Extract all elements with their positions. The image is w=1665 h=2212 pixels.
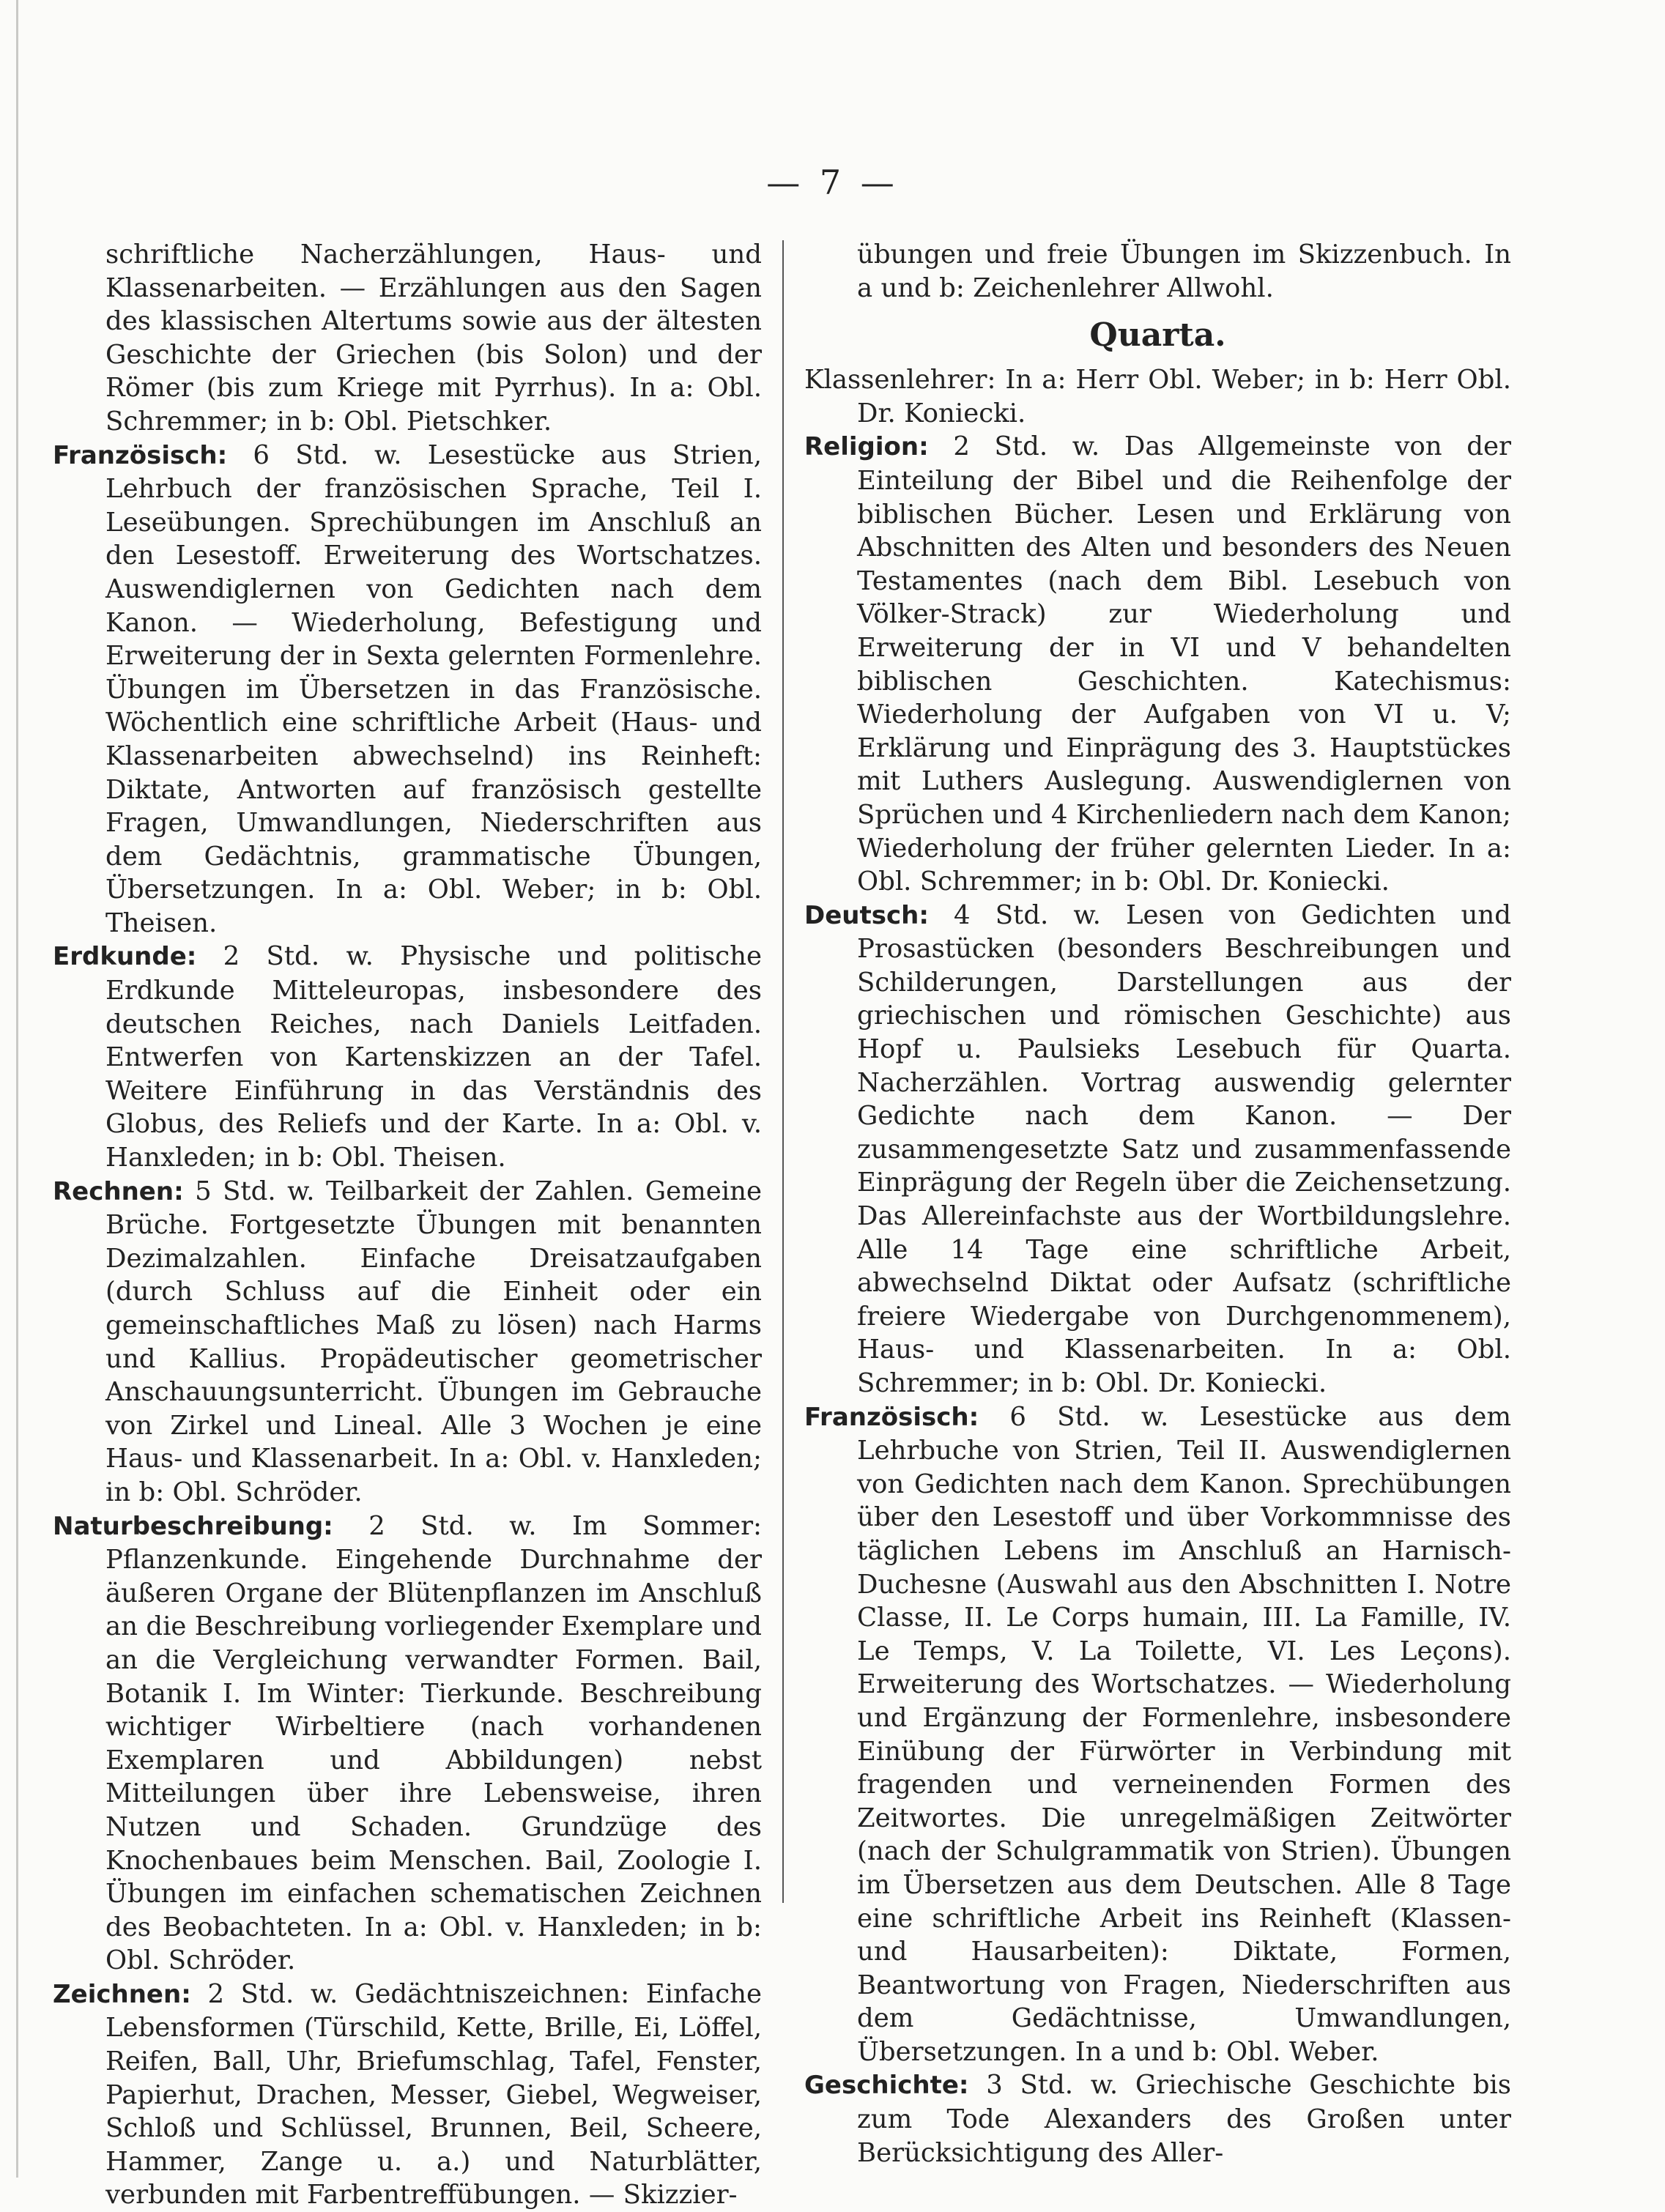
subject-label: Naturbeschreibung:	[53, 1511, 333, 1541]
continuation-paragraph: schriftliche Nacherzählungen, Haus- und Klassenarbeiten. — Erzählungen aus den Sagen des klassischen Altertums sowie aus der ältesten Geschichte der Griechen (bis Solon) und der Römer (bis zum Kriege mit Pyrrhus). In a: Obl. Schremmer; in b: Obl. Pietschker.	[105, 240, 762, 437]
left-column	[53, 238, 762, 2212]
section-naturbeschreibung	[53, 1510, 762, 1978]
section-zeichnen	[53, 1978, 762, 2212]
subject-label: Deutsch:	[804, 900, 929, 930]
subject-text: 3 Std. w. Griechische Geschichte bis zum Tode Alexanders des Großen unter Berücksichtigung des Aller-	[857, 2070, 1511, 2168]
subject-label: Religion:	[804, 432, 929, 462]
klassenlehrer-line: Klassenlehrer: In a: Herr Obl. Weber; in b: Herr Obl. Dr. Koniecki.	[804, 365, 1511, 428]
column-divider	[782, 240, 784, 1903]
subject-label: Geschichte:	[804, 2071, 969, 2101]
right-column	[804, 238, 1511, 2170]
section-geschichte	[804, 2068, 1511, 2170]
subject-label: Zeichnen:	[53, 1979, 191, 2009]
subject-text: 2 Std. w. Gedächtniszeichnen: Einfache Lebensformen (Türschild, Kette, Brille, Ei, Löffel, Reifen, Ball, Uhr, Briefumschlag, Tafel, Fenster, Papierhut, Drachen, Messer, Giebel, Wegweiser, Schloß und Schlüssel, Brunnen, Beil, Scheere, Hammer, Zange u. a.) und Naturblätter, verbunden mit Farbentreffübungen. — Skizzier-	[105, 1978, 762, 2211]
page-number: — 7 —	[766, 163, 899, 202]
section-religion	[804, 430, 1511, 898]
subject-text: 2 Std. w. Im Sommer: Pflanzenkunde. Eingehende Durchnahme der äußeren Organe der Blütenpflanzen im Anschluß an die Beschreibung vorliegender Exemplare und an die Vergleichung verwandter Formen. Bail, Botanik I. Im Winter: Tierkunde. Beschreibung wichtiger Wirbeltiere (nach vorhandenen Exemplaren und Abbildungen) nebst Mitteilungen über ihre Lebensweise, ihren Nutzen und Schaden. Grundzüge des Knochenbaues beim Menschen. Bail, Zoologie I. Übungen im einfachen schematischen Zeichnen des Beobachteten. In a: Obl. v. Hanxleden; in b: Obl. Schröder.	[105, 1510, 762, 1976]
subject-label: Französisch:	[53, 440, 228, 470]
section-rechnen	[53, 1175, 762, 1510]
subject-label: Französisch:	[804, 1402, 979, 1432]
subject-text: 6 Std. w. Lesestücke aus Strien, Lehrbuch der französischen Sprache, Teil I. Leseübungen. Sprechübungen im Anschluß an den Lesestoff. Erweiterung des Wortschatzes. Auswendiglernen von Gedichten nach dem Kanon. — Wiederholung, Befestigung und Erweiterung der in Sexta gelernten Formenlehre. Übungen im Übersetzen in das Französische. Wöchentlich eine schriftliche Arbeit (Haus- und Klassenarbeiten abwechselnd) ins Reinheft: Diktate, Antworten auf französisch gestellte Fragen, Umwandlungen, Niederschriften aus dem Gedächtnis, grammatische Übungen, Übersetzungen. In a: Obl. Weber; in b: Obl. Theisen.	[105, 439, 762, 938]
subject-label: Erdkunde:	[53, 942, 197, 972]
subject-text: 4 Std. w. Lesen von Gedichten und Prosastücken (besonders Beschreibungen und Schilderungen, Darstellungen aus der griechischen und römischen Geschichte) aus Hopf u. Paulsieks Lesebuch für Quarta. Nacherzählen. Vortrag auswendig gelernter Gedichte nach dem Kanon. — Der zusammengesetzte Satz und zusammenfassende Einprägung der Regeln über die Zeichensetzung. Das Allereinfachste aus der Wortbildungslehre. Alle 14 Tage eine schriftliche Arbeit, abwechselnd Diktat oder Aufsatz (schriftliche freiere Wiedergabe von Durchgenommenem), Haus- und Klassenarbeiten. In a: Obl. Schremmer; in b: Obl. Dr. Koniecki.	[857, 899, 1512, 1398]
section-franzoesisch	[53, 439, 762, 940]
section-deutsch	[804, 899, 1511, 1400]
subject-text: 6 Std. w. Lesestücke aus dem Lehrbuche von Strien, Teil II. Auswendiglernen von Gedichten nach dem Kanon. Sprechübungen über den Lesestoff und über Vorkommnisse des täglichen Lebens im Anschluß an Harnisch-Duchesne (Auswahl aus den Abschnitten I. Notre Classe, II. Le Corps humain, III. La Famille, IV. Le Temps, V. La Toilette, VI. Les Leçons). Erweiterung des Wortschatzes. — Wiederholung und Ergänzung der Formenlehre, insbesondere Einübung der Fürwörter in Verbindung mit fragenden und verneinenden Formen des Zeitwortes. Die unregelmäßigen Zeitwörter (nach der Schulgrammatik von Strien). Übungen im Übersetzen aus dem Deutschen. Alle 8 Tage eine schriftliche Arbeit ins Reinheft (Klassen- und Hausarbeiten): Diktate, Formen, Beantwortung von Fragen, Niederschriften aus dem Gedächtnisse, Umwandlungen, Übersetzungen. In a und b: Obl. Weber.	[857, 1401, 1512, 2067]
subject-text: 2 Std. w. Physische und politische Erdkunde Mitteleuropas, insbesondere des deutschen Reiches, nach Daniels Leitfaden. Entwerfen von Kartenskizzen an der Tafel. Weitere Einführung in das Verständnis des Globus, des Reliefs und der Karte. In a: Obl. v. Hanxleden; in b: Obl. Theisen.	[105, 941, 762, 1173]
subject-text: 5 Std. w. Teilbarkeit der Zahlen. Gemeine Brüche. Fortgesetzte Übungen mit benannten Dezimalzahlen. Einfache Dreisatzaufgaben (durch Schluss auf die Einheit oder ein gemeinschaftliches Maß zu lösen) nach Harms und Kallius. Propädeutischer geometrischer Anschauungsunterricht. Übungen im Gebrauche von Zirkel und Lineal. Alle 3 Wochen je eine Haus- und Klassenarbeit. In a: Obl. v. Hanxleden; in b: Obl. Schröder.	[105, 1176, 762, 1507]
subject-label: Rechnen:	[53, 1176, 184, 1206]
section-erdkunde	[53, 940, 762, 1174]
section-franzoesisch	[804, 1400, 1511, 2069]
continuation-paragraph: übungen und freie Übungen im Skizzenbuch. In a und b: Zeichenlehrer Allwohl.	[857, 240, 1511, 303]
subject-text: 2 Std. w. Das Allgemeinste von der Einteilung der Bibel und die Reihenfolge der biblischen Bücher. Lesen und Erklärung von Abschnitten des Alten und besonders des Neuen Testamentes (nach dem Bibl. Lesebuch von Völker-Strack) zur Wiederholung und Erweiterung der in VI und V behandelten biblischen Geschichten. Katechismus: Wiederholung der Aufgaben von VI u. V; Erklärung und Einprägung des 3. Hauptstückes mit Luthers Auslegung. Auswendiglernen von Sprüchen und 4 Kirchenliedern nach dem Kanon; Wiederholung der früher gelernten Lieder. In a: Obl. Schremmer; in b: Obl. Dr. Koniecki.	[857, 431, 1511, 897]
class-heading: Quarta.	[1089, 316, 1226, 355]
page-edge-shadow	[16, 0, 18, 2178]
